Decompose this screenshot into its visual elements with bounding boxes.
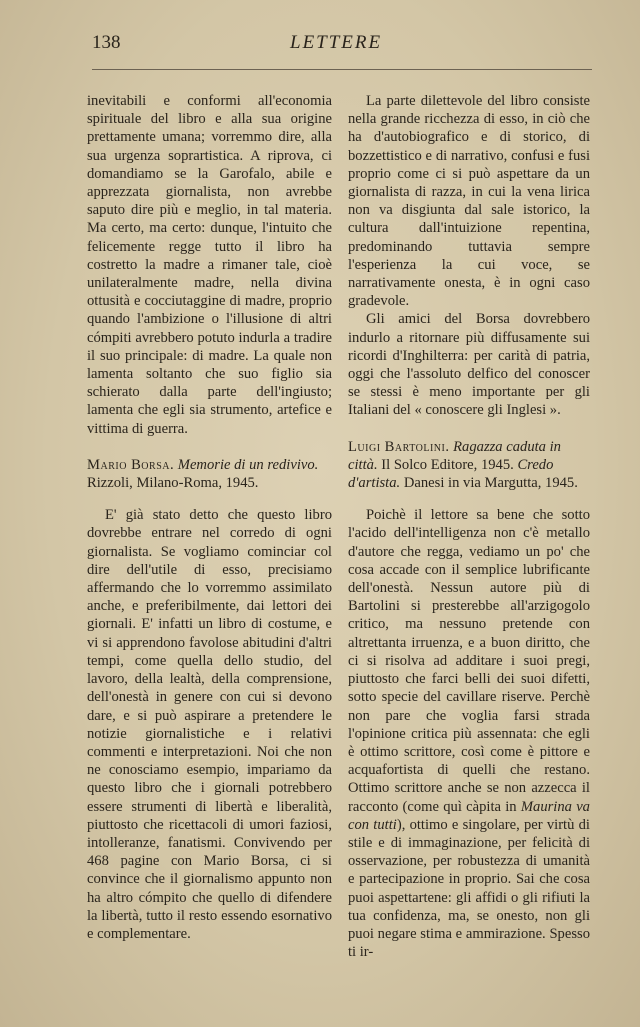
- header-rule: [92, 69, 592, 70]
- review-reference-bartolini: [348, 438, 590, 493]
- paragraph-text: Poichè il lettore sa bene che sotto l'acido dell'intelligenza non c'è metallo d'autore che regga, vediamo un po' che cosa accade con il semplice lubrificante dell'onestà. Nessun autore più di Bartolini si presterebbe all'arzigogolo critico, ma nessuno pretende con altrettanta irruenza, e a buon diritto, che ci si risolva ad additare i suoi pregi, piuttosto che farci belli dei suoi difetti, sotto specie del cavillare riserve. Perchè non pare che voglia farsi strada l'opinione critica più assennata: che egli è ottimo scrittore, così come è pittore e acquafortista di quelli che restano. Ottimo scrittore anche se non azzecca il racconto (come quì càpita in: [348, 507, 590, 815]
- page-header: [0, 30, 640, 70]
- paragraph-continuation: inevitabili e conformi all'economia spirituale del libro e alla sua origine prettamente umana; vorremmo dire, alla sua urgenza soprartistica. A riprova, ci domandiamo se la Garofalo, abile e apprezzata giornalista, non avrebbe saputo dire più e meglio, in tal materia. Ma certo, ma certo: dunque, l'intuito che felicemente regge tutto il libro ha costretto la madre a rimaner tale, cioè unilateralmente madre, nella divina ottusità e cocciutaggine di madre, proprio quando l'ambizione o l'illusione di altri cómpiti avrebbero potuto indurla a tradire il suo principale: di madre. La quale non lamenta soltanto che suo figlio sia schierato dalla parte dell'ingiusto; lamenta che egli sia strumento, artefice e vittima di guerra.: [87, 93, 332, 437]
- left-column: [87, 92, 332, 943]
- reference-title: Memorie di un redivivo.: [177, 456, 319, 473]
- right-column: [348, 92, 590, 961]
- paragraph-borsa-review: E' già stato detto che questo libro dovrebbe entrare nel corredo di ogni giornalista. Se vogliamo cominciar col dire dell'utile di esso, precisiamo affermando che lo vorremmo assimilato anche, e preferibilmente, dai lettori dei giornali. E' infatti un libro di costume, e vi si apprendono favolose abitudini d'altri tempi, come quella dello studio, del lavoro, della lealtà, della comprensione, dell'onestà in genere con cui si devono dare, e si può aspirare a pretendere le notizie giornalistiche e i relativi commenti e interpretazioni. Noi che non ne conosciamo esempio, impariamo da questo libro che i giornali potrebbero essere strumenti di libertà e liberalità, piuttosto che ricettacoli di umori faziosi, intolleranze, fanatismi. Convivendo per 468 pagine con Mario Borsa, ci si convince che il giornalismo appunto non ha altro cómpito che quello di difendere la libertà, tutto il resto essendo esornativo e complementare.: [87, 507, 332, 942]
- paragraph-dilettevole: La parte dilettevole del libro consiste nella grande ricchezza di esso, in ciò che ha d'autobiografico e di storico, di bozzettistico e di narrativo, confusi e fusi proprio come ci si può aspettare da un giornalista di razza, in cui la vena lirica non va disgiunta dal sale istorico, la cultura dall'intuizione repentina, predominando tuttavia sempre l'esperienza la cui voce, se narrativamente onesta, è in ogni caso gradevole.: [348, 93, 590, 310]
- paragraph-bartolini-review: [348, 506, 590, 961]
- reference-publisher: Danesi in via Margutta, 1945.: [403, 475, 578, 492]
- running-title: LETTERE: [290, 32, 383, 53]
- reference-publisher: Rizzoli, Milano-Roma, 1945.: [87, 475, 259, 492]
- paragraph-amici: Gli amici del Borsa dovrebbero indurlo a ritornare più diffusamente sui ricordi d'Inghilterra: per carità di patria, oggi che l'assoluto delfico del conoscer se stessi è meno importante per gli Italiani del « conoscere gli Inglesi ».: [348, 311, 590, 419]
- inline-title: Maurina va con tutti: [348, 798, 590, 833]
- reference-title: Ragazza caduta in città.: [348, 438, 561, 473]
- reference-publisher: Il Solco Editore, 1945.: [381, 456, 514, 473]
- reference-title: Credo d'artista.: [348, 456, 554, 492]
- reference-author: Mario Borsa.: [87, 456, 175, 473]
- paragraph-text: ), ottimo e singolare, per virtù di stile e di immaginazione, per felicità di osservazione, per robustezza di umanità e partecipazione in proprio. Sai che cosa puoi aspettartene: gli affidi o gli rifiuti la tua confidenza, ma, se onesto, non gli puoi negare stima e ammirazione. Spesso ti ir-: [348, 816, 590, 961]
- page-number: 138: [92, 32, 121, 53]
- review-reference-borsa: [87, 456, 332, 492]
- reference-author: Luigi Bartolini.: [348, 438, 450, 455]
